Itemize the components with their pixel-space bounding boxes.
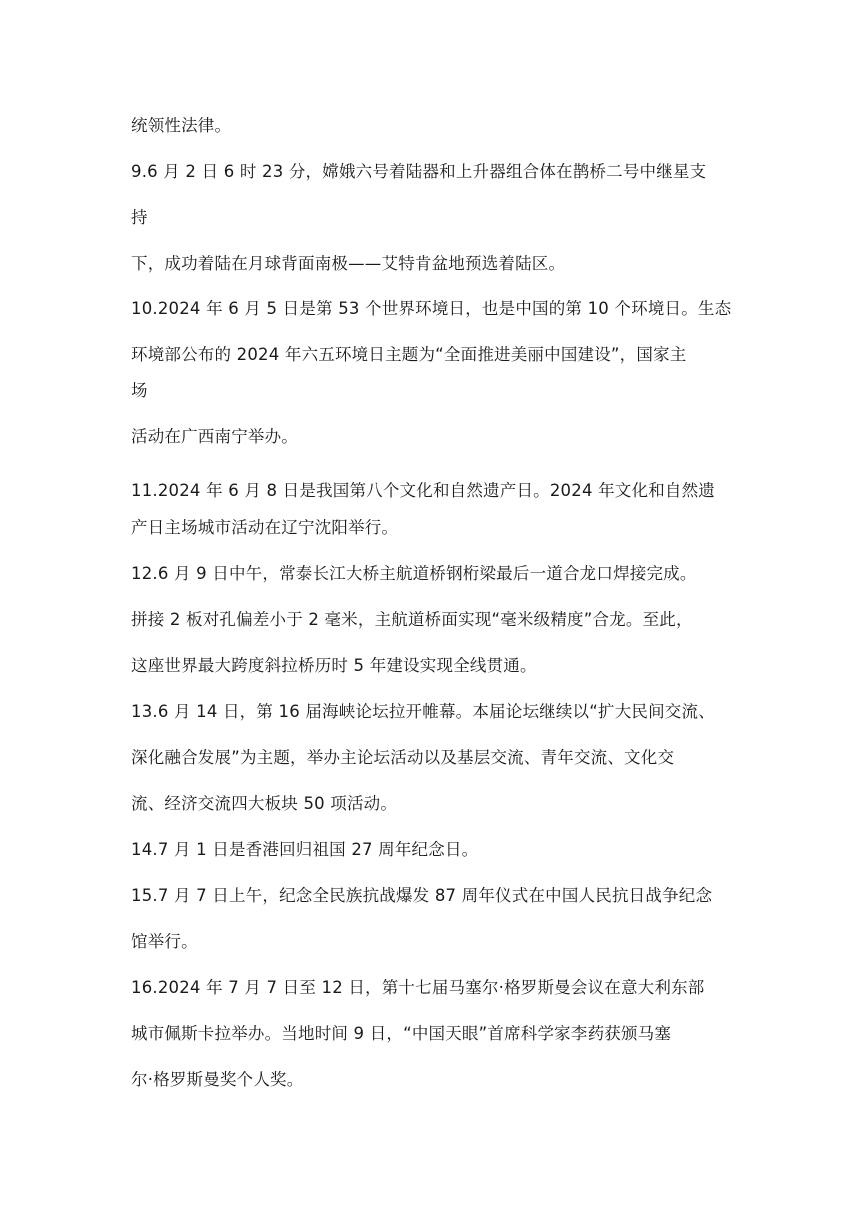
text-line: 下，成功着陆在月球背面南极——艾特肯盆地预选着陆区。 xyxy=(131,254,566,273)
text-line: 城市佩斯卡拉举办。当地时间 9 日，“中国天眼”首席科学家李药获颁马塞 xyxy=(131,1024,672,1043)
text-line: 产日主场城市活动在辽宁沈阳举行。 xyxy=(131,518,399,537)
text-line: 活动在广西南宁举办。 xyxy=(131,427,298,446)
text-line: 持 xyxy=(131,208,148,227)
text-line: 统领性法律。 xyxy=(131,116,232,135)
text-line: 环境部公布的 2024 年六五环境日主题为“全面推进美丽中国建设”，国家主 xyxy=(131,345,687,364)
text-line: 13.6 月 14 日，第 16 届海峡论坛拉开帷幕。本届论坛继续以“扩大民间交流、 xyxy=(131,702,715,721)
text-line: 尔·格罗斯曼奖个人奖。 xyxy=(131,1070,304,1089)
text-line: 12.6 月 9 日中午，常泰长江大桥主航道桥钢桁梁最后一道合龙口焊接完成。 xyxy=(131,564,697,583)
text-line: 这座世界最大跨度斜拉桥历时 5 年建设实现全线贯通。 xyxy=(131,656,537,675)
text-line: 14.7 月 1 日是香港回归祖国 27 周年纪念日。 xyxy=(131,840,479,859)
text-line: 馆举行。 xyxy=(131,932,198,951)
text-line: 流、经济交流四大板块 50 项活动。 xyxy=(131,794,398,813)
text-line: 16.2024 年 7 月 7 日至 12 日，第十七届马塞尔·格罗斯曼会议在意大利东部 xyxy=(131,978,705,997)
text-line: 11.2024 年 6 月 8 日是我国第八个文化和自然遗产日。2024 年文化和自然遗 xyxy=(131,481,715,500)
text-line: 15.7 月 7 日上午，纪念全民族抗战爆发 87 周年仪式在中国人民抗日战争纪念 xyxy=(131,886,713,905)
text-line: 9.6 月 2 日 6 时 23 分，嫦娥六号着陆器和上升器组合体在鹊桥二号中继星支 xyxy=(131,162,707,181)
text-line: 拼接 2 板对孔偏差小于 2 毫米，主航道桥面实现“毫米级精度”合龙。至此， xyxy=(131,610,693,629)
text-line: 场 xyxy=(131,381,148,400)
text-line: 10.2024 年 6 月 5 日是第 53 个世界环境日，也是中国的第 10 个环境日。生态 xyxy=(131,299,732,318)
text-line: 深化融合发展”为主题，举办主论坛活动以及基层交流、青年交流、文化交 xyxy=(131,748,675,767)
